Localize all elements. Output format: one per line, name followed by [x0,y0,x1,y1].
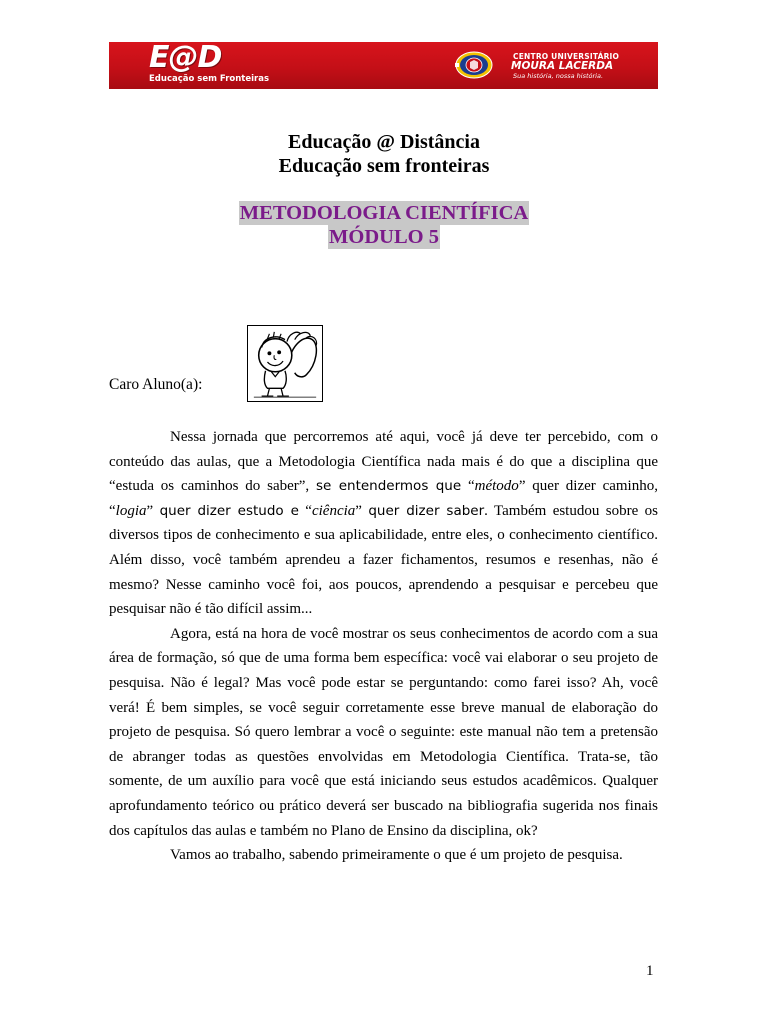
paragraph-3: Vamos ao trabalho, sabendo primeiramente o que é um projeto de pesquisa. [170,847,623,864]
paragraph-1-part-l: quer dizer saber [368,502,485,519]
header-banner [109,42,658,89]
paragraph-1-term-logia: logia [115,502,147,519]
paragraph-1-part-b: se entendermos que [316,478,462,495]
university-name-line2: MOURA LACERDA [511,60,614,72]
document-title [0,130,768,178]
university-logo [455,51,645,81]
waving-cartoon-student-icon [247,325,323,402]
paragraph-1-part-m: . Também estudou sobre os diversos tipos de conhecimento e sua aplicabilidade, entre eles, o conhecimento científico. Além disso, você também aprendeu a fazer fichamentos, resumos e resenhas, não é mesmo? Nesse caminho você foi, aos poucos, aprendendo a pesquisar e percebeu que pesquisar não é tão difícil assim... [109,502,658,618]
paragraph-1-part-k: ” [355,502,369,519]
body-text [109,425,658,868]
ead-logo-tagline: Educação sem Fronteiras [149,74,270,84]
ead-logo-mark: E@D [149,40,222,75]
ead-logo [145,40,270,85]
paragraph-1-term-metodo: método [474,478,519,495]
greeting: Caro Aluno(a): [109,376,203,393]
paragraph-1-part-a: Nessa jornada que percorremos até aqui, você já deve ter percebido, com o conteúdo das aulas, que a Metodologia Científica nada mais é do que a disciplina que “estuda os caminhos do saber”, [109,429,658,495]
paragraph-1-part-h: quer dizer estudo e [159,502,299,519]
title-line-1: Educação @ Distância [288,131,480,153]
module-number: MÓDULO 5 [329,226,439,248]
university-name-line1: CENTRO UNIVERSITÁRIO [513,52,620,61]
paragraph-1-part-g: ” [146,502,160,519]
paragraph-1-part-e: ” quer dizer caminho, “ [109,478,658,519]
paragraph-1 [109,425,658,622]
module-course-name: METODOLOGIA CIENTÍFICA [239,202,529,224]
paragraph-1-term-ciencia: ciência [311,502,356,519]
module-heading [0,201,768,249]
page-number: 1 [646,963,654,979]
paragraph-2: Agora, está na hora de você mostrar os seus conhecimentos de acordo com a sua área de formação, só que de uma forma bem específica: você vai elaborar o seu projeto de pesquisa. Não é legal? Mas você pode estar se perguntando: como farei isso? Ah, você verá! É bem simples, se você seguir corretamente esse breve manual de elaboração do projeto de pesquisa. Só quero lembrar a você o seguinte: este manual não tem a pretensão de abranger todas as questões envolvidas em Metodologia Científica. Trata-se, tão somente, de um auxílio para você que está iniciando seus estudos acadêmicos. Qualquer aprofundamento teórico ou prático deverá ser buscado na bibliografia sugerida nos finais dos capítulos das aulas e também no Plano de Ensino da disciplina, ok? [109,625,658,839]
university-slogan: Sua história, nossa história. [513,72,604,80]
paragraph-1-part-c: “ [461,478,475,495]
paragraph-1-part-i: “ [298,502,312,519]
university-seal-icon [455,51,493,79]
title-line-2: Educação sem fronteiras [278,155,490,177]
